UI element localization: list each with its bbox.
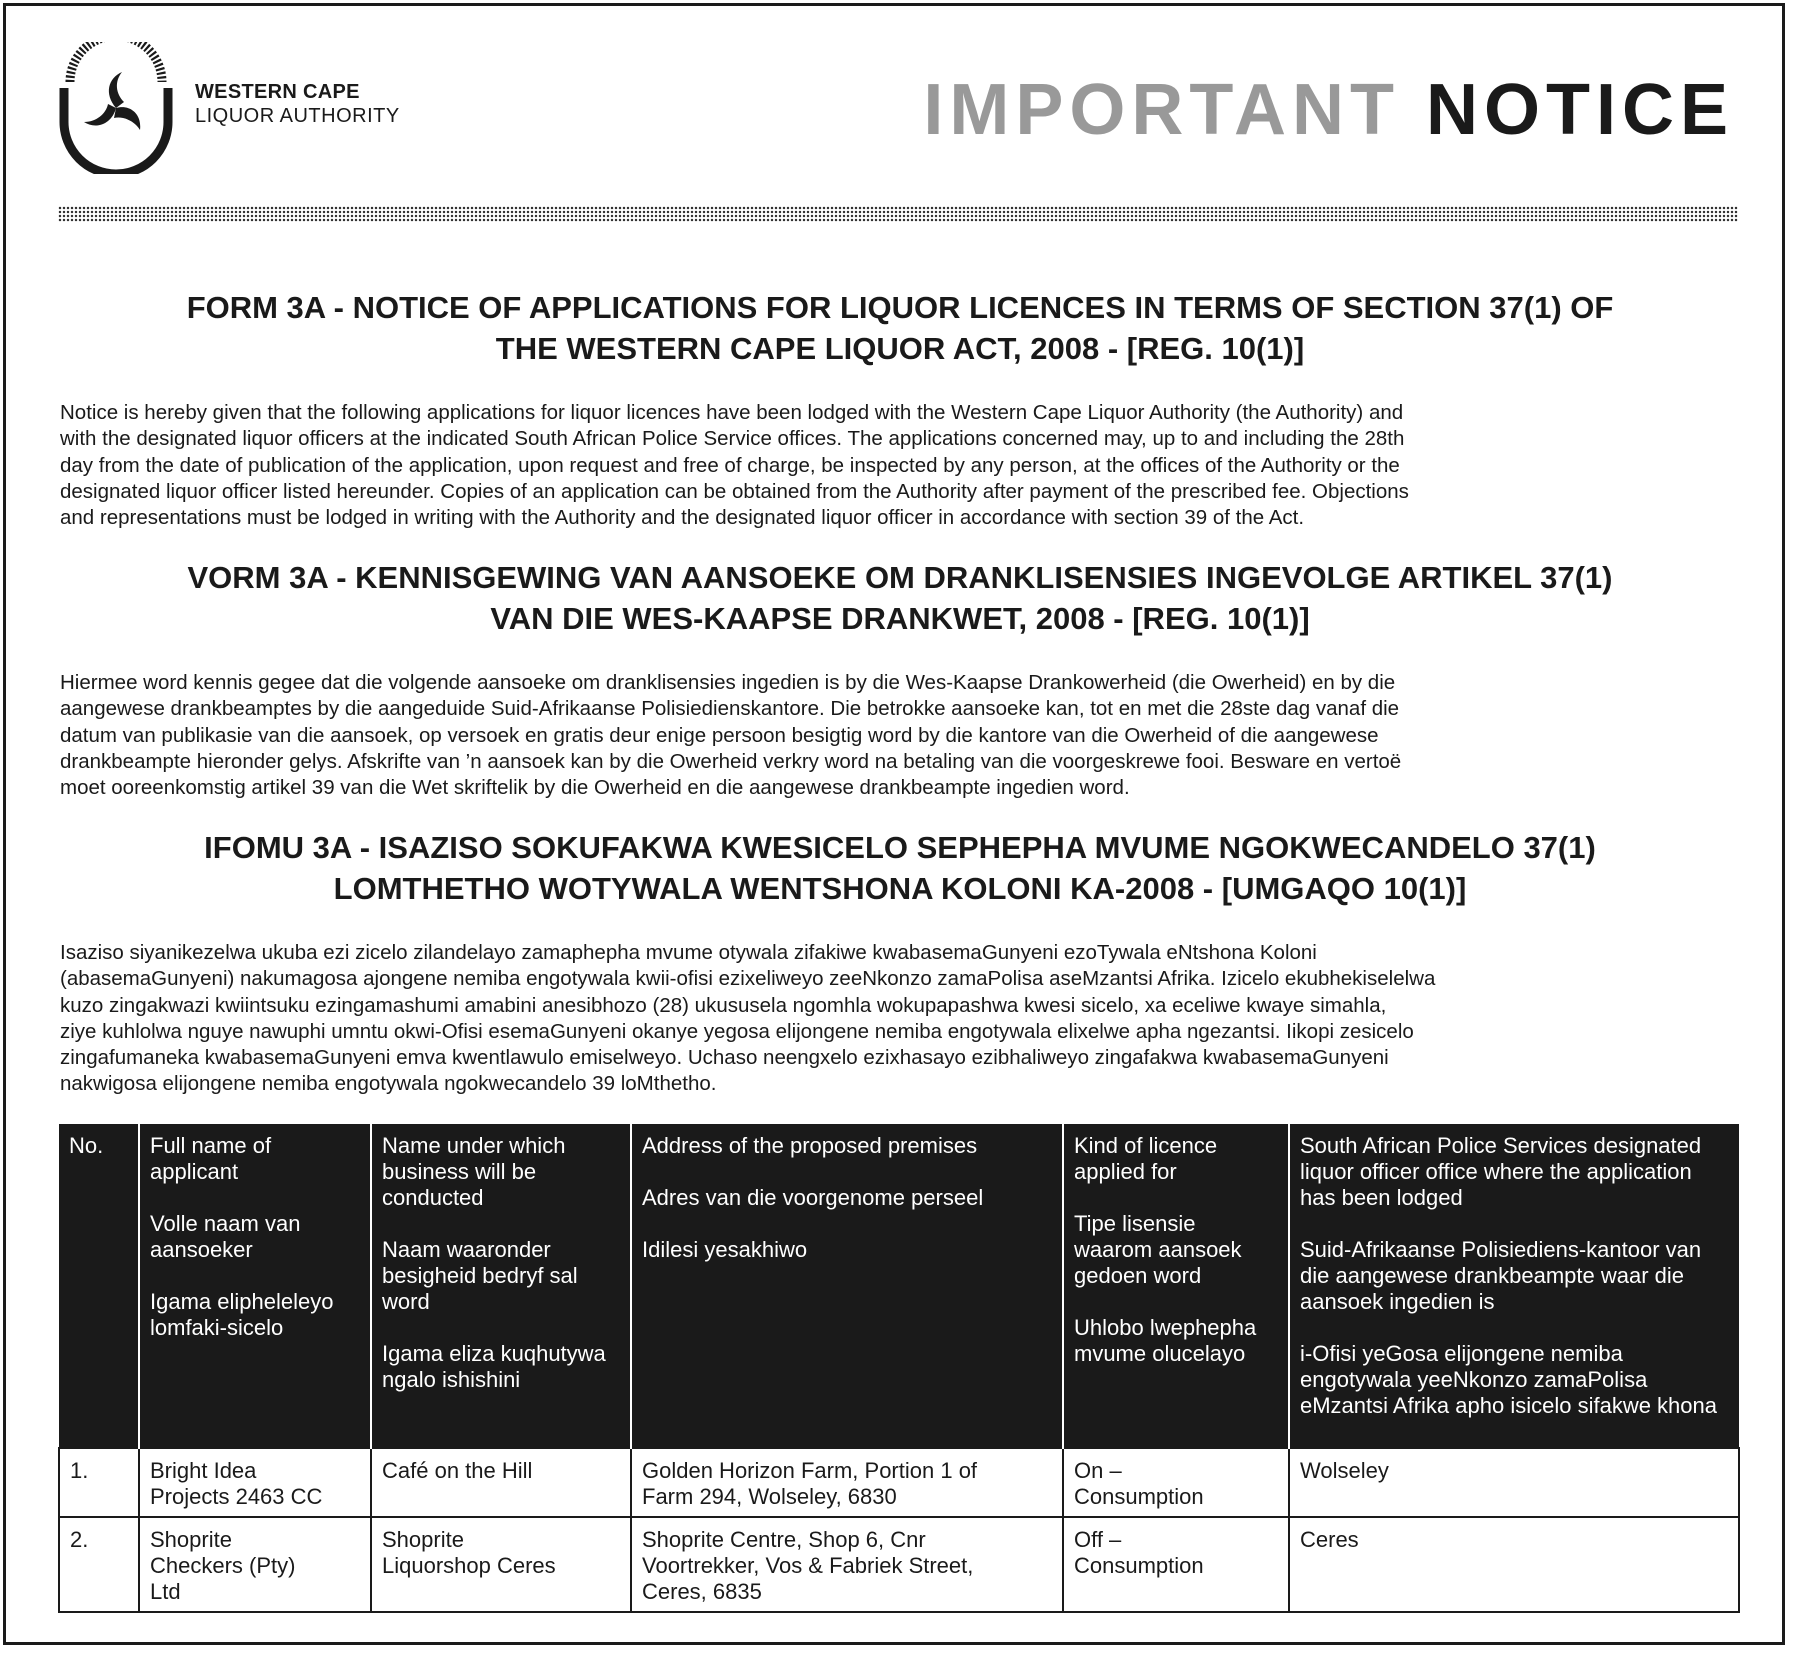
organization-name [195, 80, 400, 128]
body-line: Hiermee word kennis gegee dat die volgende aansoeke om dranklisensies ingedien is by die Wes-Kaapse Drankowerheid (die Owerheid) en by die [60, 671, 1396, 694]
table-header-row [59, 1124, 1739, 1448]
body-line: Isaziso siyanikezelwa ukuba ezi zicelo zilandelayo zamaphepha mvume otywala zifakiwe kwabasemaGunyeni ezoTywala eNtshona Koloni [60, 941, 1317, 964]
header-text-afrikaans: Adres van die voorgenome perseel [642, 1185, 984, 1210]
org-name-line2: LIQUOR AUTHORITY [195, 105, 400, 127]
title-line: IFOMU 3A - ISAZISO SOKUFAKWA KWESICELO SEPHEPHA MVUME NGOKWECANDELO 37(1) [204, 830, 1596, 865]
form-3a-title-xhosa [55, 827, 1745, 909]
form-3a-title-english [55, 287, 1745, 369]
header-text-english: Name under which business will be conducted [382, 1133, 566, 1210]
title-line: THE WESTERN CAPE LIQUOR ACT, 2008 - [REG. 10(1)] [495, 331, 1305, 366]
header-text-xhosa: Uhlobo lwephepha mvume olucelayo [1074, 1315, 1257, 1366]
column-header-licence-kind [1063, 1124, 1289, 1448]
cell-police-office: Ceres [1289, 1517, 1739, 1612]
header-text-xhosa: Igama eliza kuqhutywa ngalo ishishini [382, 1341, 606, 1392]
table-row [59, 1517, 1739, 1612]
body-line: moet ooreenkomstig artikel 39 van die Wet skriftelik by die Owerheid en die aangewese drankbeampte ingedien word. [60, 776, 1130, 800]
column-header-no [59, 1124, 139, 1448]
header-text-afrikaans: Suid-Afrikaanse Polisiediens-kantoor van die aangewese drankbeampte waar die aansoek ingedien is [1300, 1237, 1702, 1314]
header-text-afrikaans: Tipe lisensie waarom aansoek gedoen word [1074, 1211, 1242, 1288]
header-text-xhosa: Idilesi yesakhiwo [642, 1237, 808, 1262]
body-line: designated liquor officer listed hereunder. Copies of an application can be obtained from the Authority after payment of the prescribed fee. Objections [60, 479, 1409, 503]
header-text-english: Address of the proposed premises [642, 1133, 978, 1158]
body-line: kuzo zingakwazi kwiintsuku ezingamashumi amabini anesibhozo (28) ukususela ngomhla wokupapashwa kwesi sicelo, xa eceliwe kwaye simahla, [60, 993, 1387, 1017]
important-notice-headline [923, 68, 1734, 152]
title-line: VORM 3A - KENNISGEWING VAN AANSOEKE OM DRANKLISENSIES INGEVOLGE ARTIKEL 37(1) [187, 560, 1613, 595]
liquor-authority-logo [56, 42, 176, 174]
form-3a-title-afrikaans [55, 557, 1745, 639]
cell-business-name: Café on the Hill [371, 1448, 631, 1517]
body-line: aangewese drankbeamptes by die aangeduide Suid-Afrikaanse Polisiedienskantore. Die betrokke aansoeke kan, tot en met die 28ste dag vanaf die [60, 697, 1400, 721]
column-header-police-office [1289, 1124, 1739, 1448]
cell-no: 2. [59, 1517, 139, 1612]
cell-no: 1. [59, 1448, 139, 1517]
table-row [59, 1448, 1739, 1517]
body-line: ziye kuhlolwa nguye nawuphi umntu okwi-Ofisi esemaGunyeni okanye yegosa elijongene nemiba engotywala elixelwe apha ngezantsi. Iikopi zesicelo [60, 1019, 1414, 1043]
org-name-line1: WESTERN CAPE [195, 81, 360, 103]
header-text-afrikaans: Volle naam van aansoeker [150, 1211, 301, 1262]
header-text-english: Full name of applicant [150, 1133, 272, 1184]
header-text-afrikaans: Naam waaronder besigheid bedryf sal word [382, 1237, 578, 1314]
cell-address: Shoprite Centre, Shop 6, Cnr Voortrekker, Vos & Fabriek Street, Ceres, 6835 [631, 1517, 1063, 1612]
cell-licence-kind: On – Consumption [1063, 1448, 1289, 1517]
title-line: LOMTHETHO WOTYWALA WENTSHONA KOLONI KA-2008 - [UMGAQO 10(1)] [333, 871, 1467, 906]
notice-body-afrikaans [60, 670, 1740, 801]
headline-word-notice: NOTICE [1425, 70, 1734, 150]
header-text-english: South African Police Services designated liquor officer office where the application has been lodged [1300, 1133, 1702, 1210]
title-line: VAN DIE WES-KAAPSE DRANKWET, 2008 - [REG. 10(1)] [490, 601, 1310, 636]
notice-body-xhosa [60, 940, 1740, 1098]
body-line: and representations must be lodged in writing with the Authority and the designated liquor officer in accordance with section 39 of the Act. [60, 506, 1305, 530]
headline-word-important: IMPORTANT [923, 70, 1400, 150]
notice-body-english [60, 400, 1740, 531]
body-line: datum van publikasie van die aansoek, op versoek en gratis deur enige persoon besigtig word by die kantore van die Owerheid of die aangewese [60, 723, 1379, 747]
header-text-xhosa: i-Ofisi yeGosa elijongene nemiba engotywala yeeNkonzo zamaPolisa eMzantsi Afrika apho isicelo sifakwe khona [1300, 1341, 1717, 1418]
dotted-divider [58, 206, 1738, 222]
cell-business-name: Shoprite Liquorshop Ceres [371, 1517, 631, 1612]
cell-applicant: Bright Idea Projects 2463 CC [139, 1448, 371, 1517]
body-line: with the designated liquor officers at the indicated South African Police Service offices. The applications concerned may, up to and including the 28th [60, 427, 1405, 451]
body-line: day from the date of publication of the application, upon request and free of charge, be inspected by any person, at the offices of the Authority or the [60, 453, 1400, 477]
body-line: (abasemaGunyeni) nakumagosa ajongene nemiba engotywala kwii-ofisi ezixeliweyo zeeNkonzo zamaPolisa aseMzantsi Afrika. Izicelo ekubhekiselelwa [60, 967, 1436, 991]
column-header-applicant [139, 1124, 371, 1448]
cell-police-office: Wolseley [1289, 1448, 1739, 1517]
body-line: Notice is hereby given that the following applications for liquor licences have been lodged with the Western Cape Liquor Authority (the Authority) and [60, 401, 1404, 424]
header-text-xhosa: Igama elipheleleyo lomfaki-sicelo [150, 1289, 334, 1340]
body-line: zingafumaneka kwabasemaGunyeni emva kwentlawulo emiselweyo. Uchaso neengxelo ezixhasayo ezibhaliweyo zingafakwa kwabasemaGunyeni [60, 1046, 1389, 1070]
title-line: FORM 3A - NOTICE OF APPLICATIONS FOR LIQUOR LICENCES IN TERMS OF SECTION 37(1) OF [186, 290, 1614, 325]
cell-applicant: Shoprite Checkers (Pty) Ltd [139, 1517, 371, 1612]
body-line: nakwigosa elijongene nemiba engotywala ngokwecandelo 39 loMthetho. [60, 1072, 717, 1096]
cell-address: Golden Horizon Farm, Portion 1 of Farm 294, Wolseley, 6830 [631, 1448, 1063, 1517]
cell-licence-kind: Off – Consumption [1063, 1517, 1289, 1612]
column-header-business-name [371, 1124, 631, 1448]
column-header-address [631, 1124, 1063, 1448]
header-text-english: Kind of licence applied for [1074, 1133, 1218, 1184]
header-text: No. [69, 1133, 104, 1158]
body-line: drankbeampte hieronder gelys. Afskrifte van ’n aansoek kan by die Owerheid verkry word na betaling van die voorgeskrewe fooi. Besware en vertoë [60, 749, 1402, 773]
applications-table [58, 1124, 1740, 1613]
